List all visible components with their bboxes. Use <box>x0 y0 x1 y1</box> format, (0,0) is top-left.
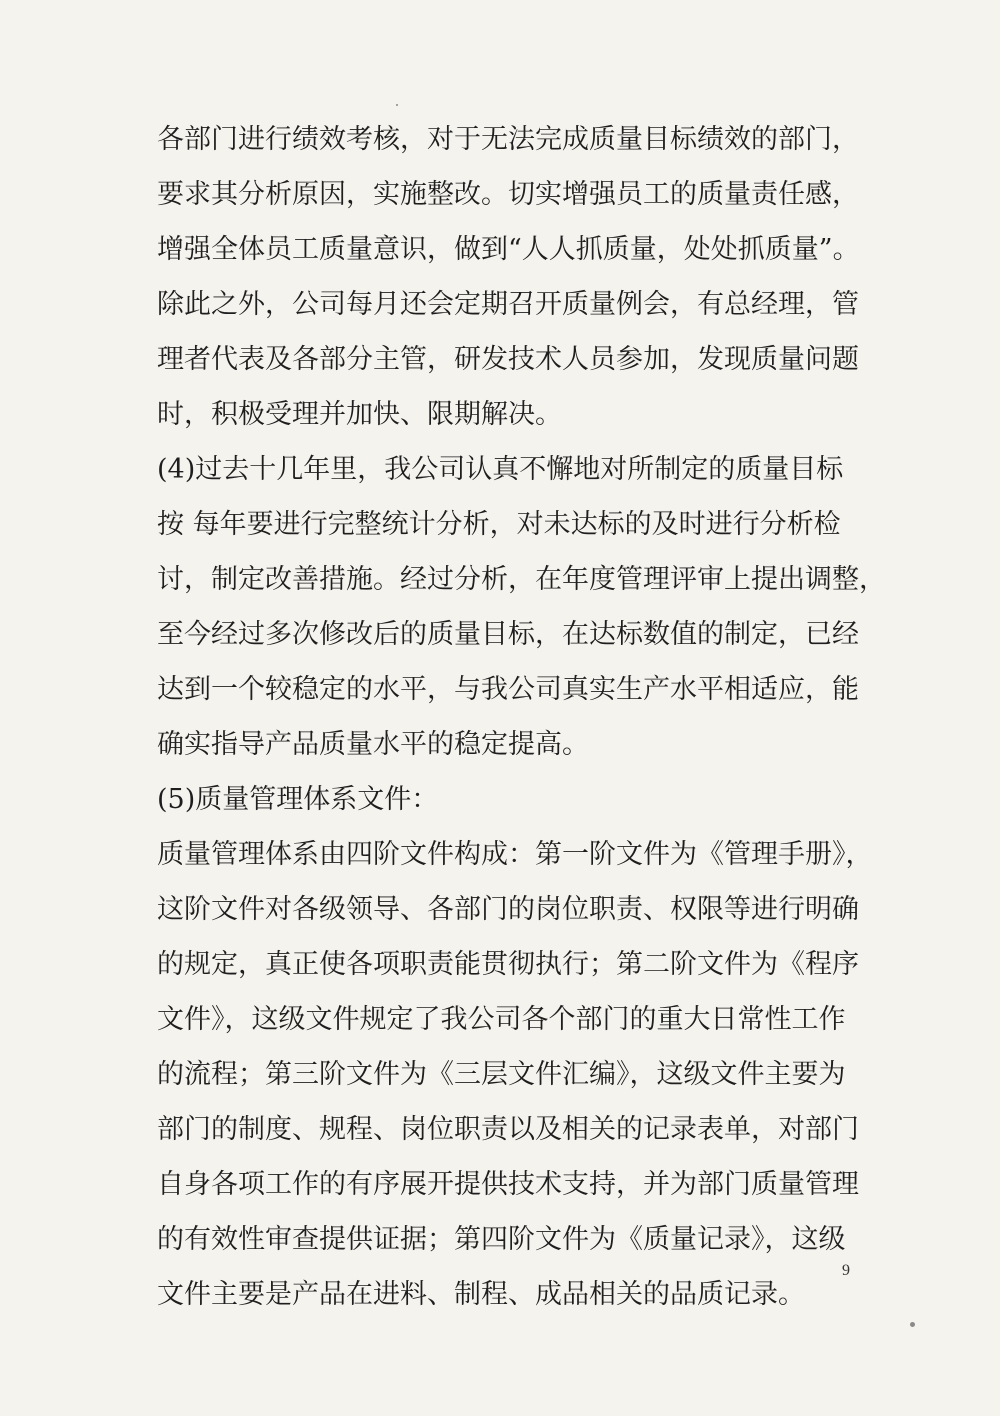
text-line: (4)过去十几年里，我公司认真不懈地对所制定的质量目标 <box>157 454 844 485</box>
text-line: 按 每年要进行完整统计分析，对未达标的及时进行分析检 <box>157 509 841 540</box>
text-line: 理者代表及各部分主管，研发技术人员参加，发现质量问题 <box>157 344 859 375</box>
scan-speck <box>910 1322 915 1327</box>
text-line: 要求其分析原因，实施整改。切实增强员工的质量责任感， <box>157 179 859 210</box>
text-line: 时，积极受理并加快、限期解决。 <box>157 399 562 430</box>
text-line: 的规定，真正使各项职责能贯彻执行；第二阶文件为《程序 <box>157 949 859 980</box>
text-line: 讨，制定改善措施。经过分析，在年度管理评审上提出调整， <box>157 564 886 595</box>
text-line: 自身各项工作的有序展开提供技术支持，并为部门质量管理 <box>157 1169 859 1200</box>
scan-speck <box>396 104 398 106</box>
text-line: 文件》，这级文件规定了我公司各个部门的重大日常性工作 <box>157 1004 846 1035</box>
text-line: 文件主要是产品在进料、制程、成品相关的品质记录。 <box>157 1279 805 1310</box>
page-number: 9 <box>842 1262 850 1279</box>
text-line: 除此之外，公司每月还会定期召开质量例会，有总经理，管 <box>157 289 859 320</box>
text-line: 各部门进行绩效考核，对于无法完成质量目标绩效的部门， <box>157 124 859 155</box>
text-line: 这阶文件对各级领导、各部门的岗位职责、权限等进行明确 <box>157 894 859 925</box>
text-line: 确实指导产品质量水平的稳定提高。 <box>157 729 589 760</box>
text-line: 的流程；第三阶文件为《三层文件汇编》，这级文件主要为 <box>157 1059 846 1090</box>
text-line: 部门的制度、规程、岗位职责以及相关的记录表单，对部门 <box>157 1114 859 1145</box>
body-text <box>157 112 886 1322</box>
text-line: 的有效性审查提供证据；第四阶文件为《质量记录》，这级 <box>157 1224 846 1255</box>
text-line: 质量管理体系由四阶文件构成：第一阶文件为《管理手册》， <box>157 839 873 870</box>
text-line: 增强全体员工质量意识，做到“人人抓质量，处处抓质量”。 <box>157 234 860 265</box>
text-line: 至今经过多次修改后的质量目标，在达标数值的制定，已经 <box>157 619 859 650</box>
text-line: (5)质量管理体系文件： <box>157 784 439 815</box>
text-line: 达到一个较稳定的水平，与我公司真实生产水平相适应，能 <box>157 674 859 705</box>
